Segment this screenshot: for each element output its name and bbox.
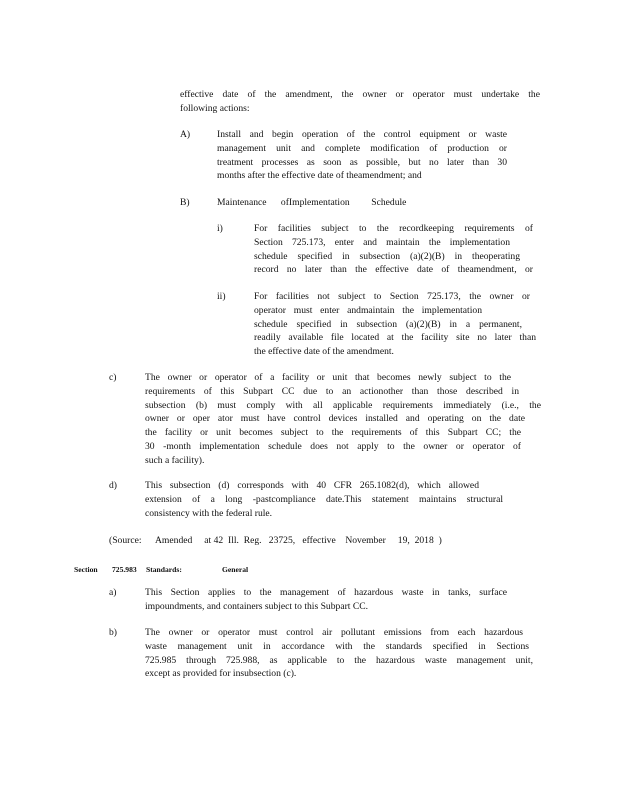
item-b-title: Maintenance ofImplementation Schedule bbox=[217, 197, 407, 208]
source-text: Amended at 42 Ill. Reg. 23725, effective November 19, 2018 ) bbox=[155, 535, 442, 546]
source-label: (Source: bbox=[109, 535, 142, 546]
item-b-ii-line: the effective date of the amendment. bbox=[254, 346, 394, 358]
item-c-line: such a facility). bbox=[145, 454, 205, 466]
item-a-line: treatment processes as soon as possible, but no later than 30 bbox=[217, 156, 507, 168]
section-word: Section bbox=[74, 565, 98, 574]
item-b-ii-line: readily available file located at the facility site no later than bbox=[254, 332, 536, 344]
item-d-text bbox=[145, 479, 503, 520]
item-a-marker: A) bbox=[180, 129, 191, 140]
item-b-i-line: schedule specified in subsection (a)(2)(B) in theoperating bbox=[254, 250, 520, 262]
section-b-line: except as provided for insubsection (c). bbox=[145, 668, 297, 680]
item-c-marker: c) bbox=[109, 372, 117, 383]
intro-paragraph bbox=[180, 88, 540, 116]
item-b-i-text bbox=[254, 222, 533, 277]
item-b-i-line: Section 725.173, enter and maintain the implementation bbox=[254, 236, 510, 248]
item-b-ii-line: operator must enter andmaintain the implementation bbox=[254, 304, 482, 316]
item-c-line: requirements of this Subpart CC due to an actionother than those described in bbox=[145, 385, 519, 397]
item-a-line: management unit and complete modification of production or bbox=[217, 142, 507, 154]
section-b-line: The owner or operator must control air pollutant emissions from each hazardous bbox=[145, 627, 523, 638]
section-b-line: waste management unit in accordance with the standards specified in Sections bbox=[145, 640, 529, 652]
item-b-i-line: record no later than the effective date of theamendment, or bbox=[254, 264, 533, 276]
section-a-marker: a) bbox=[109, 587, 117, 598]
item-b-ii-line: schedule specified in subsection (a)(2)(B) in a permanent, bbox=[254, 318, 522, 330]
section-b-line: 725.985 through 725.988, as applicable to the hazardous waste management unit, bbox=[145, 654, 533, 666]
item-a-line: Install and begin operation of the control equipment or waste bbox=[217, 129, 507, 140]
item-d-marker: d) bbox=[109, 480, 117, 491]
item-b-ii-line: For facilities not subject to Section 725.173, the owner or bbox=[254, 291, 530, 302]
item-b-i-marker: i) bbox=[217, 223, 223, 234]
intro-line: following actions: bbox=[180, 102, 250, 114]
intro-line: effective date of the amendment, the owner or operator must undertake the bbox=[180, 89, 540, 100]
item-d-line: This subsection (d) corresponds with 40 CFR 265.1082(d), which allowed bbox=[145, 480, 479, 491]
section-title: Standards: bbox=[146, 565, 182, 574]
section-number: 725.983 bbox=[112, 565, 137, 574]
section-a-line: impoundments, and containers subject to this Subpart CC. bbox=[145, 600, 369, 612]
item-a-line: months after the effective date of theamendment; and bbox=[217, 170, 422, 182]
item-c-line: subsection (b) must comply with all applicable requirements immediately (i.e., the bbox=[145, 399, 541, 411]
item-b-i-line: For facilities subject to the recordkeeping requirements of bbox=[254, 223, 533, 234]
item-b-marker: B) bbox=[180, 197, 190, 208]
item-b-ii-marker: ii) bbox=[217, 291, 226, 302]
item-a-text bbox=[217, 128, 507, 183]
item-c-line: owner or oper ator must have control devices installed and operating on the date bbox=[145, 413, 525, 425]
section-a-text bbox=[145, 586, 507, 614]
item-c-text bbox=[145, 371, 541, 468]
item-c-line: 30 -month implementation schedule does not apply to the owner or operator of bbox=[145, 440, 521, 452]
item-d-line: consistency with the federal rule. bbox=[145, 507, 273, 519]
section-b-marker: b) bbox=[109, 627, 117, 638]
section-b-text bbox=[145, 626, 533, 681]
item-c-line: the facility or unit becomes subject to the requirements of this Subpart CC; the bbox=[145, 427, 521, 439]
section-a-line: This Section applies to the management of hazardous waste in tanks, surface bbox=[145, 587, 507, 598]
item-c-line: The owner or operator of a facility or unit that becomes newly subject to the bbox=[145, 372, 511, 383]
section-subtitle: General bbox=[222, 565, 249, 574]
item-d-line: extension of a long -pastcompliance date.This statement maintains structural bbox=[145, 493, 503, 505]
item-b-ii-text bbox=[254, 290, 536, 359]
